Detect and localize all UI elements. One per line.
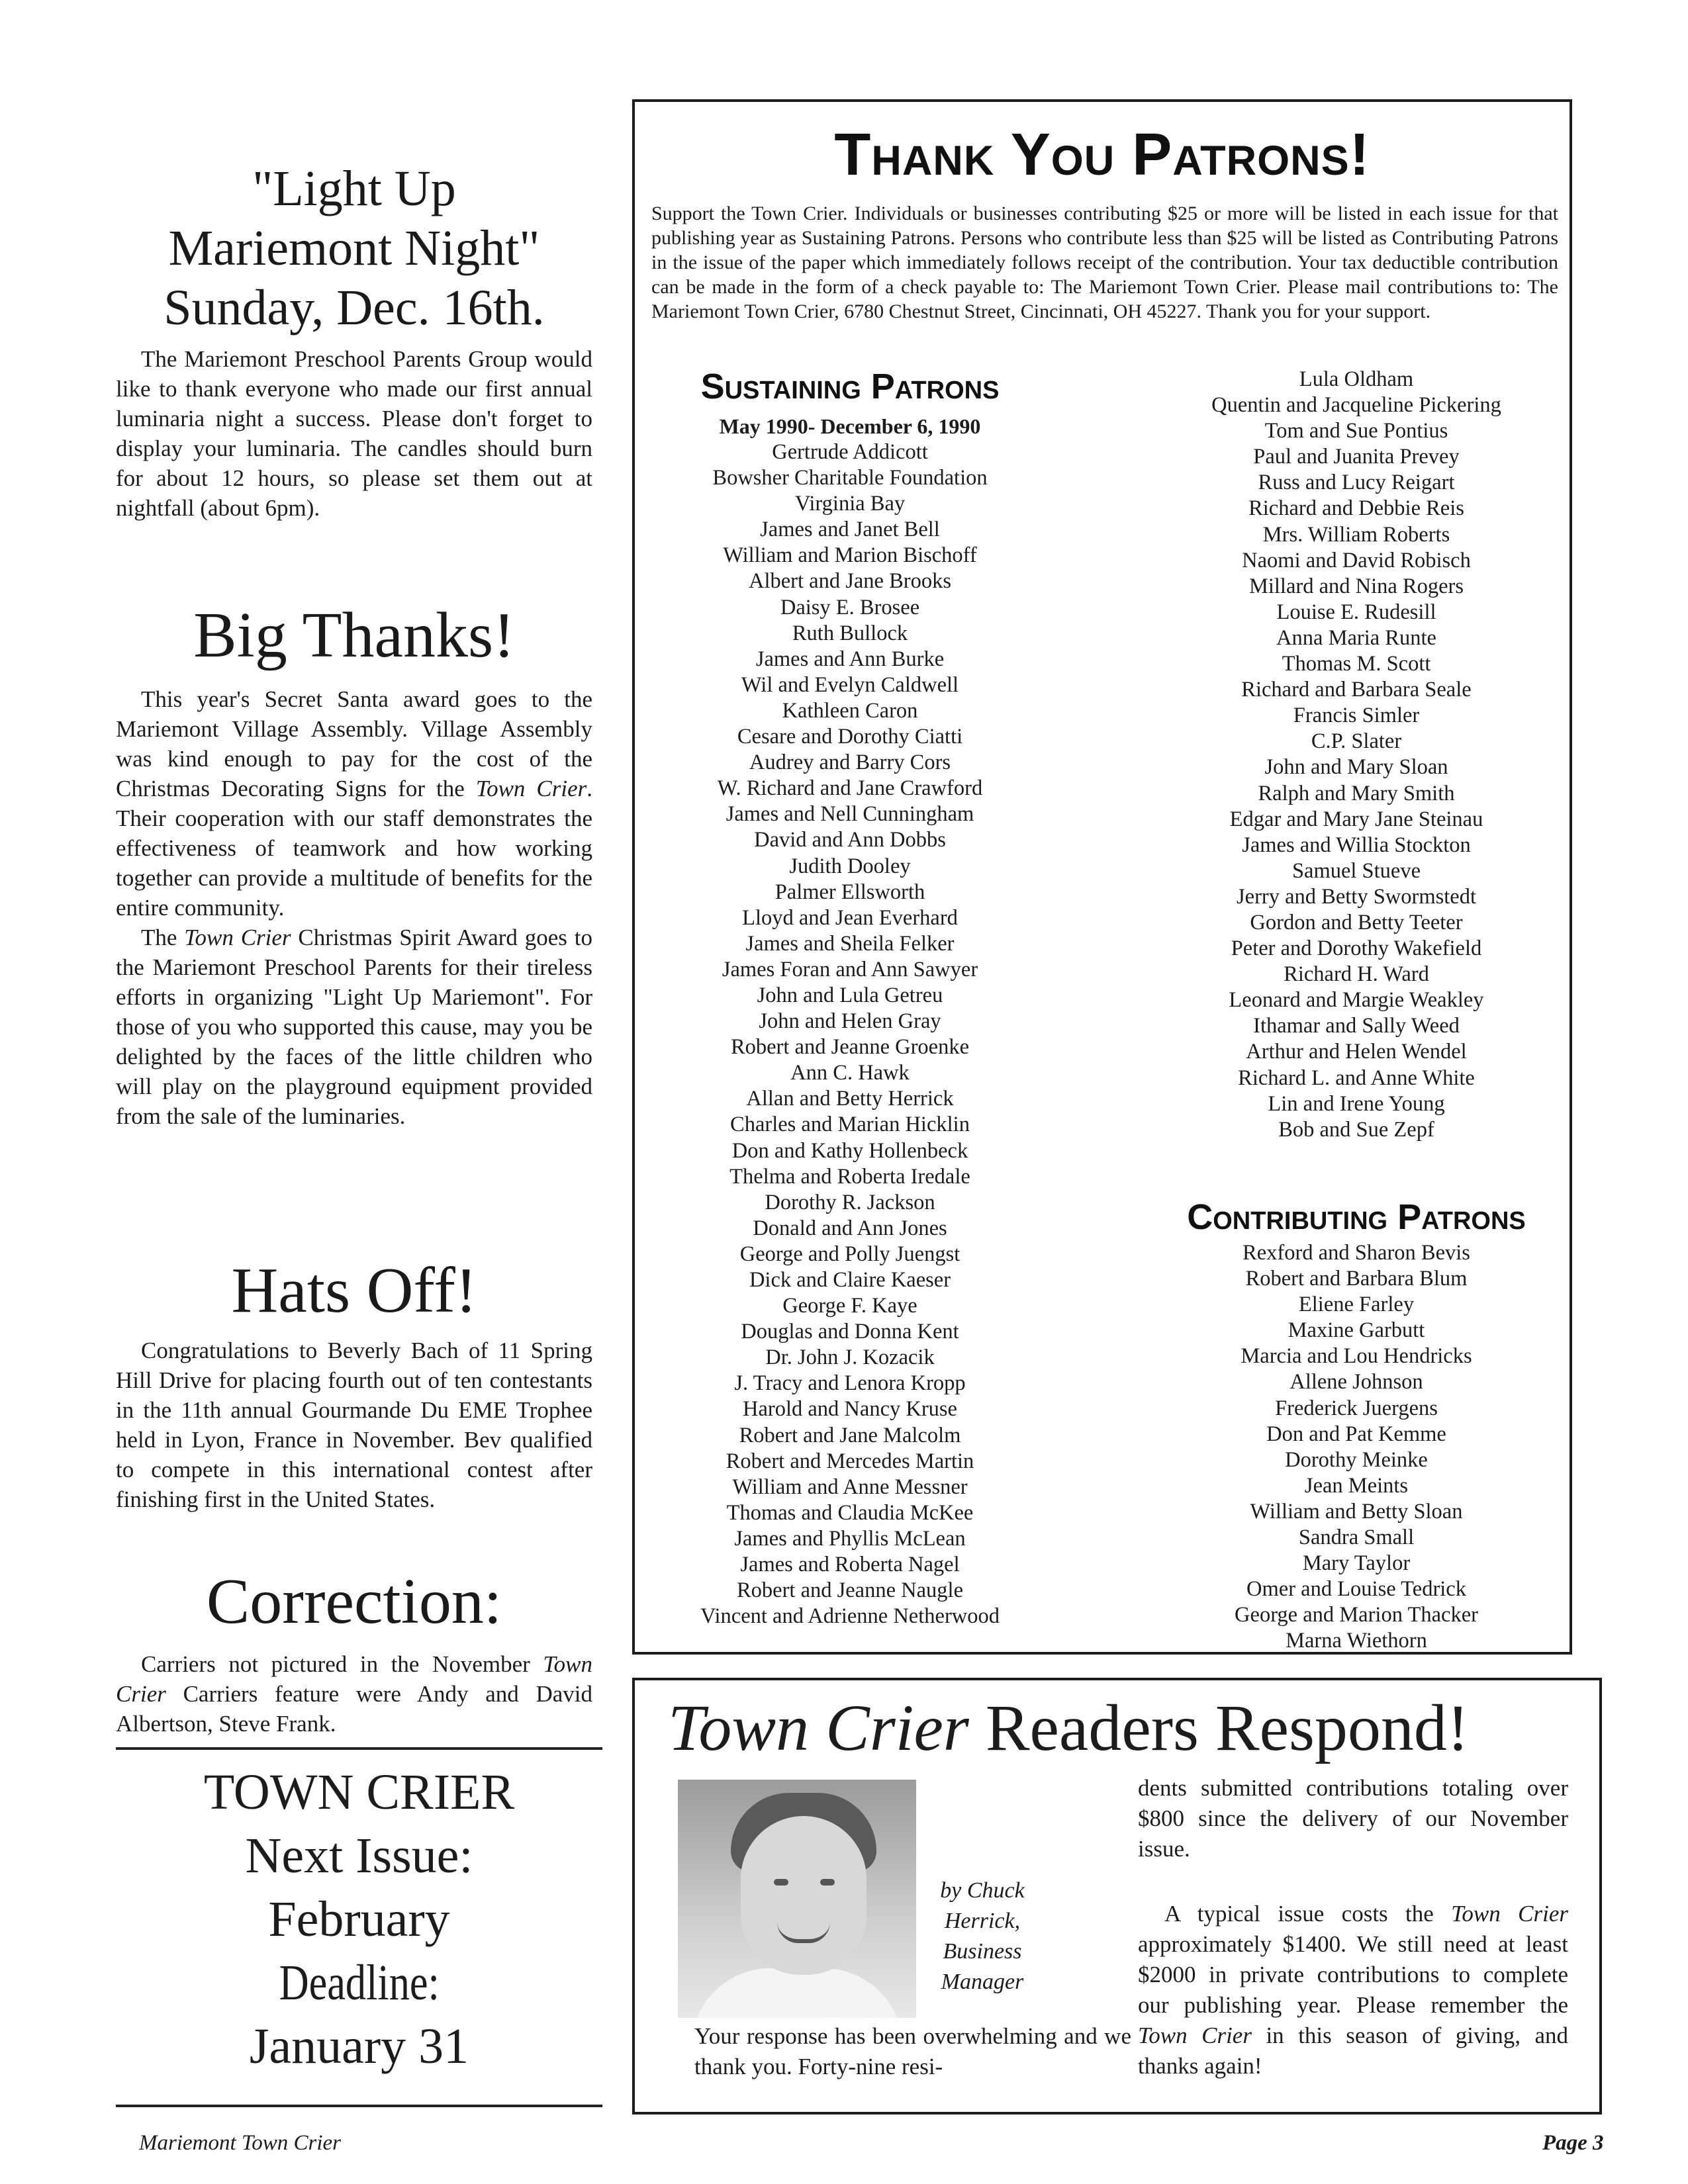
patron-name: Millard and Nina Rogers: [1248, 574, 1464, 598]
readers-paragraph-3: [1138, 1899, 1568, 2081]
patron-name: James and Phyllis McLean: [734, 1526, 966, 1551]
contributing-patrons-heading: Contributing Patrons: [1187, 1197, 1526, 1237]
readers-respond-box: [632, 1678, 1602, 2115]
patron-name: Dr. John J. Kozacik: [765, 1345, 935, 1370]
light-up-title-line-2: Mariemont Night": [168, 220, 540, 276]
contributing-patron-name: Sandra Small: [1298, 1525, 1415, 1550]
readers-title-rest: Readers Respond!: [968, 1691, 1470, 1764]
patron-name: W. Richard and Jane Crawford: [717, 776, 983, 801]
patron-name: James Foran and Ann Sawyer: [722, 957, 978, 981]
patron-name: John and Lula Getreu: [757, 983, 943, 1007]
hats-off-body: Congratulations to Beverly Bach of 11 Spring Hill Drive for placing fourth out of ten contestants in the 11th annual Gourmande Du EME Trophee held in Lyon, France in November. Bev qualified to compete in this international contest after finishing first in the United States.: [116, 1338, 592, 1512]
patron-name: David and Ann Dobbs: [754, 828, 946, 852]
light-up-title-line-3: Sunday, Dec. 16th.: [164, 280, 545, 336]
next-issue-box: [116, 1760, 602, 2078]
patron-name: Thomas M. Scott: [1282, 652, 1431, 676]
big-thanks-section: [116, 596, 592, 1131]
patron-name: Ithamar and Sally Weed: [1253, 1014, 1460, 1038]
patron-name: Cesare and Dorothy Ciatti: [737, 725, 963, 749]
patron-name: Lin and Irene Young: [1268, 1091, 1445, 1116]
readers-paragraph-2: dents submitted contributions totaling over $800 since the delivery of our November issue.: [1138, 1775, 1568, 1862]
patron-name: Quentin and Jacqueline Pickering: [1211, 393, 1501, 418]
patron-name: Lula Oldham: [1299, 367, 1414, 391]
patron-name: Lloyd and Jean Everhard: [742, 905, 958, 930]
big-thanks-p1-b: . Their cooperation with our staff demonstrates the effectiveness of teamwork and how working together can provide a multitude of benefits for the entire community.: [116, 776, 593, 921]
light-up-title-line-1: "Light Up: [252, 161, 456, 216]
correction-section: [116, 1562, 592, 1739]
patron-name: Daisy E. Brosee: [780, 595, 920, 619]
contributing-patron-name: Robert and Barbara Blum: [1245, 1267, 1468, 1291]
patron-name: Paul and Juanita Prevey: [1253, 445, 1460, 469]
patron-name: Gordon and Betty Teeter: [1250, 910, 1463, 934]
patron-name: Ralph and Mary Smith: [1258, 781, 1455, 805]
patron-name: Charles and Marian Hicklin: [730, 1113, 970, 1137]
patrons-box: [632, 99, 1572, 1655]
readers-p3-c: in this season of giving, and thanks again!: [1138, 2023, 1568, 2079]
readers-title-italic: Town Crier: [668, 1691, 969, 1764]
patron-name: Edgar and Mary Jane Steinau: [1229, 807, 1483, 831]
big-thanks-title: Big Thanks!: [193, 600, 515, 671]
next-issue-bottom-rule: [116, 2105, 602, 2107]
hats-off-title: Hats Off!: [231, 1255, 477, 1326]
patron-name: Thelma and Roberta Iredale: [729, 1164, 970, 1189]
patron-name: William and Marion Bischoff: [723, 543, 977, 568]
correction-body-a: Carriers not pictured in the November: [141, 1651, 543, 1677]
patron-name: James and Willia Stockton: [1242, 833, 1471, 857]
byline-line-4: Manager: [941, 1970, 1024, 1994]
correction-title: Correction:: [206, 1566, 502, 1637]
contributing-patrons-list: [1151, 1240, 1562, 1655]
contributing-patron-name: Mary Taylor: [1302, 1551, 1411, 1576]
big-thanks-p1-a: This year's Secret Santa award goes to the Mariemont Village Assembly. Village Assembly was kind enough to pay for the cost of the Christmas Decorating Signs for the: [116, 686, 592, 801]
patron-name: Allan and Betty Herrick: [746, 1087, 954, 1111]
contributing-patron-name: William and Betty Sloan: [1250, 1499, 1463, 1524]
patron-name: Samuel Stueve: [1291, 858, 1421, 883]
patron-name: Don and Kathy Hollenbeck: [731, 1138, 968, 1163]
patron-name: John and Helen Gray: [759, 1009, 941, 1034]
contributing-patron-name: Marcia and Lou Hendricks: [1241, 1344, 1472, 1369]
patron-name: Bob and Sue Zepf: [1278, 1117, 1434, 1142]
patron-name: J. Tracy and Lenora Kropp: [734, 1371, 966, 1396]
readers-p3-b: approximately $1400. We still need at least $2000 in private contributions to complete our publishing year. Please remember the: [1138, 1931, 1568, 2018]
patron-name: George and Polly Juengst: [739, 1242, 961, 1266]
patron-name: James and Sheila Felker: [745, 931, 955, 956]
patron-name: C.P. Slater: [1311, 729, 1402, 754]
patron-name: Dorothy R. Jackson: [765, 1190, 935, 1214]
sustaining-patrons-list-col-1: [655, 439, 1045, 1629]
patron-name: Leonard and Margie Weakley: [1229, 988, 1484, 1013]
patron-name: Vincent and Adrienne Netherwood: [700, 1604, 1000, 1629]
patron-name: Dick and Claire Kaeser: [749, 1268, 951, 1292]
patron-name: Jerry and Betty Swormstedt: [1237, 884, 1476, 909]
contributing-patron-name: Omer and Louise Tedrick: [1246, 1577, 1466, 1602]
big-thanks-p1-italic: Town Crier: [475, 776, 587, 801]
big-thanks-paragraph-2: [116, 923, 592, 1131]
author-byline: [916, 1876, 1049, 1997]
patron-name: James and Janet Bell: [760, 518, 940, 542]
next-issue-top-rule: [116, 1747, 602, 1750]
patron-name: James and Nell Cunningham: [726, 802, 974, 827]
sustaining-patrons-heading: Sustaining Patrons: [700, 367, 1000, 406]
patron-name: Mrs. William Roberts: [1262, 522, 1450, 547]
patron-name: Tom and Sue Pontius: [1264, 419, 1448, 443]
big-thanks-p2-a: The: [141, 925, 185, 950]
big-thanks-p2-b: Christmas Spirit Award goes to the Mariemont Preschool Parents for their tireless efforts in organizing "Light Up Mariemont". For those of you who supported this cause, may you be delighted by the faces of the little children who will play on the playground equipment provided from the sale of the luminaries.: [116, 925, 592, 1129]
patron-name: Richard and Debbie Reis: [1248, 496, 1464, 521]
byline-line-2: Herrick,: [944, 1909, 1021, 1933]
footer-publication-name: Mariemont Town Crier: [139, 2131, 341, 2155]
sustaining-patrons-list-col-2: [1151, 367, 1562, 1143]
patron-name: Naomi and David Robisch: [1242, 548, 1471, 572]
patron-name: Wil and Evelyn Caldwell: [741, 672, 959, 697]
next-issue-line-2: Next Issue:: [245, 1828, 473, 1884]
patron-name: Ruth Bullock: [792, 621, 908, 645]
contributing-patron-name: Jean Meints: [1304, 1473, 1409, 1498]
patron-name: Audrey and Barry Cors: [749, 751, 951, 775]
patron-name: Albert and Jane Brooks: [749, 569, 951, 594]
hats-off-section: [116, 1251, 592, 1514]
big-thanks-p2-italic: Town Crier: [184, 925, 291, 950]
patron-name: Russ and Lucy Reigart: [1258, 471, 1455, 495]
patron-name: Robert and Jeanne Naugle: [736, 1578, 964, 1603]
patron-name: William and Anne Messner: [732, 1475, 968, 1499]
contributing-patron-name: George and Marion Thacker: [1235, 1603, 1478, 1627]
patron-name: Francis Simler: [1293, 704, 1420, 728]
readers-p3-italic: Town Crier: [1451, 1901, 1568, 1927]
contributing-patron-name: Allene Johnson: [1289, 1370, 1423, 1394]
readers-paragraph-1: Your response has been overwhelming and we thank you. Forty-nine resi-: [694, 2023, 1131, 2079]
patron-name: Kathleen Caron: [782, 698, 918, 723]
patron-name: Robert and Jane Malcolm: [739, 1423, 961, 1447]
light-up-body: The Mariemont Preschool Parents Group would like to thank everyone who made our first annual luminaria night a success. Please don't forget to display your luminaria. The candles should burn for about 12 hours, so please set them out at nightfall (about 6pm).: [116, 346, 592, 521]
light-up-section: [116, 159, 592, 523]
big-thanks-paragraph-1: [116, 684, 592, 923]
sustaining-patrons-dates: May 1990- December 6, 1990: [719, 414, 981, 438]
next-issue-line-5: January 31: [249, 2019, 469, 2074]
patrons-title: Thank You Patrons!: [834, 122, 1370, 188]
byline-line-3: Business: [943, 1939, 1022, 1964]
patron-name: Bowsher Charitable Foundation: [712, 466, 988, 490]
patron-name: Richard and Barbara Seale: [1241, 678, 1472, 702]
patron-name: James and Roberta Nagel: [740, 1553, 960, 1577]
patrons-intro: Support the Town Crier. Individuals or businesses contributing $25 or more will be listed in each issue for that publishing year as Sustaining Patrons. Persons who contribute less than $25 will be listed as Contributing Patrons in the issue of the paper which immediately follows receipt of the contribution. Your tax deductible contribution can be made in the form of a check payable to: The Mariemont Town Crier. Please mail contributions to: The Mariemont Town Crier, 6780 Chestnut Street, Cincinnati, OH 45227. Thank you for your support.: [651, 203, 1558, 322]
patron-name: Virginia Bay: [794, 492, 906, 516]
patron-name: Ann C. Hawk: [790, 1061, 910, 1085]
patron-name: Gertrude Addicott: [772, 440, 928, 464]
next-issue-line-3: February: [268, 1891, 450, 1947]
patron-name: James and Ann Burke: [755, 647, 945, 671]
byline-line-1: by Chuck: [940, 1878, 1025, 1903]
patron-name: Judith Dooley: [789, 854, 911, 878]
contributing-patron-name: Don and Pat Kemme: [1266, 1422, 1446, 1446]
contributing-patron-name: Dorothy Meinke: [1285, 1447, 1428, 1472]
patron-name: Thomas and Claudia McKee: [726, 1500, 974, 1525]
author-photo: [678, 1780, 916, 2018]
patron-name: Palmer Ellsworth: [774, 880, 925, 904]
next-issue-line-4: Deadline:: [279, 1955, 440, 2011]
readers-p3-italic-2: Town Crier: [1138, 2023, 1252, 2048]
contributing-patron-name: Eliene Farley: [1298, 1293, 1415, 1317]
patron-name: Harold and Nancy Kruse: [743, 1397, 957, 1422]
next-issue-line-1: TOWN CRIER: [203, 1764, 515, 1820]
correction-body-italic: Town Crier: [116, 1651, 592, 1707]
patron-name: Richard L. and Anne White: [1238, 1066, 1475, 1090]
correction-body-b: Carriers feature were Andy and David Albertson, Steve Frank.: [116, 1681, 592, 1737]
patron-name: Louise E. Rudesill: [1276, 600, 1436, 624]
patron-name: Robert and Jeanne Groenke: [730, 1035, 970, 1060]
patron-name: George F. Kaye: [782, 1294, 917, 1318]
patron-name: John and Mary Sloan: [1264, 755, 1448, 780]
patron-name: Richard H. Ward: [1284, 962, 1429, 987]
patron-name: Peter and Dorothy Wakefield: [1231, 936, 1482, 961]
contributing-patron-name: Frederick Juergens: [1275, 1396, 1438, 1420]
patron-name: Arthur and Helen Wendel: [1246, 1040, 1467, 1064]
patron-name: Douglas and Donna Kent: [741, 1320, 959, 1344]
contributing-patron-name: Rexford and Sharon Bevis: [1243, 1241, 1470, 1265]
readers-respond-title: [668, 1688, 1595, 1768]
correction-body: [116, 1649, 592, 1739]
contributing-patron-name: Marna Wiethorn: [1286, 1629, 1427, 1653]
contributing-patron-name: Maxine Garbutt: [1288, 1318, 1425, 1343]
readers-p3-a: A typical issue costs the: [1164, 1901, 1452, 1927]
patron-name: Robert and Mercedes Martin: [726, 1449, 974, 1473]
patron-name: Donald and Ann Jones: [753, 1216, 947, 1240]
patron-name: Anna Maria Runte: [1276, 625, 1436, 650]
page-number: Page 3: [1542, 2131, 1604, 2155]
